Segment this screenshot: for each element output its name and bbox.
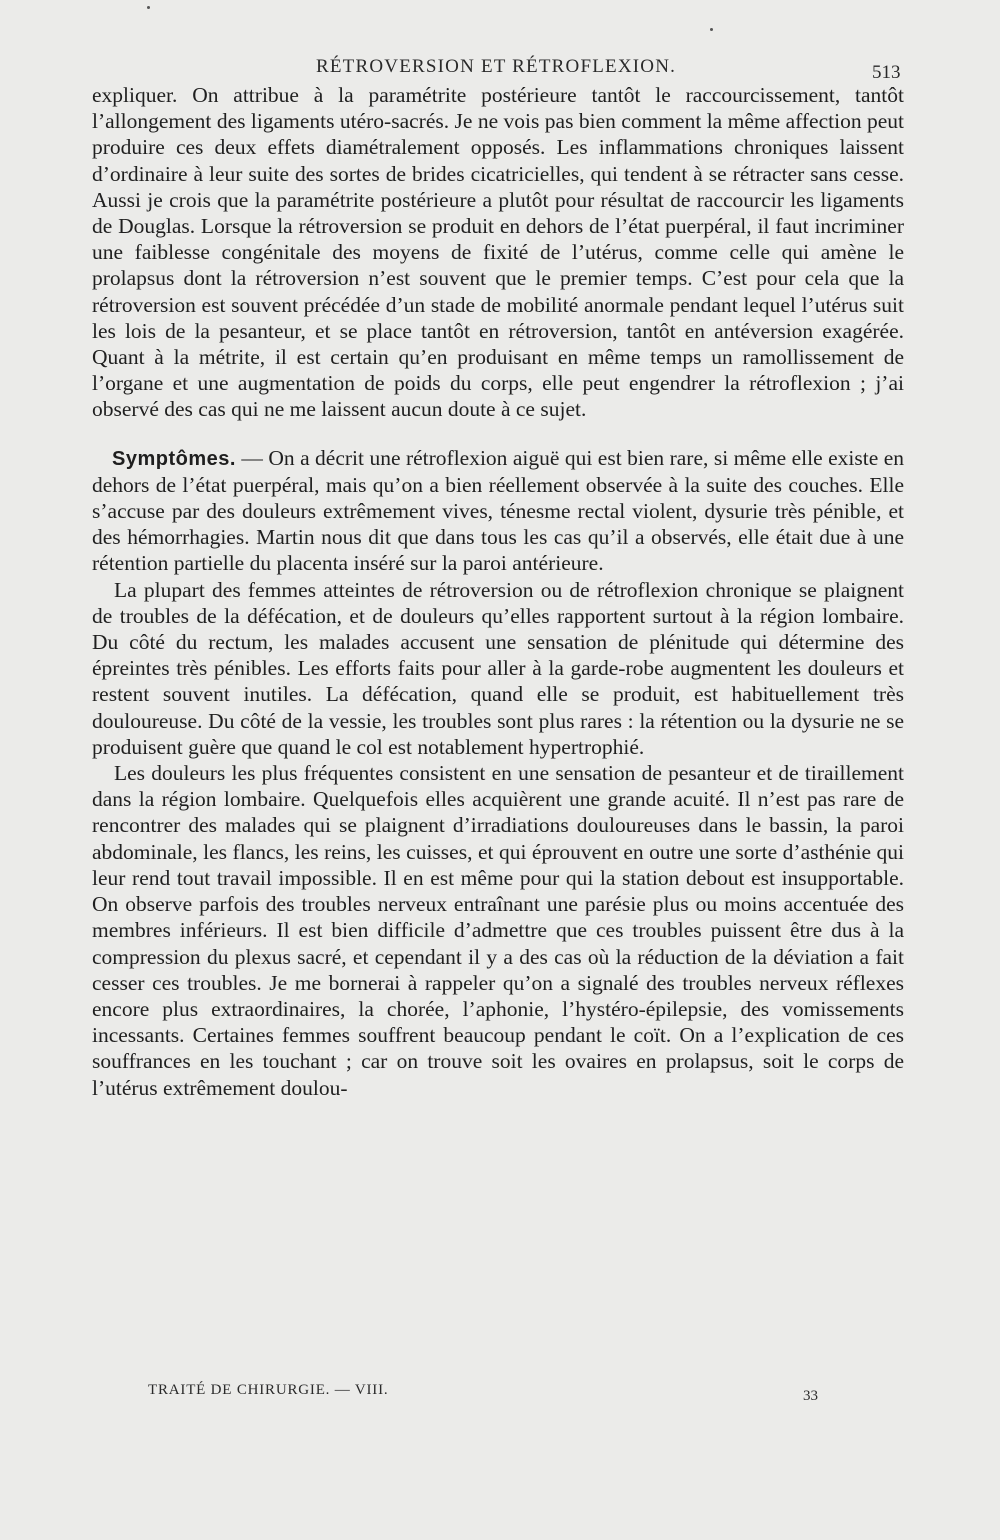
- section-spacer: [92, 423, 904, 445]
- page-number: 513: [872, 62, 901, 83]
- paragraph-symptomes-text: — On a décrit une rétroflexion aiguë qui est bien rare, si même elle existe en dehors de l’état puerpéral, mais qu’on a bien réellement observée à la suite des couches. Elle s’accuse par des douleurs extrêmement vives, ténesme rectal violent, dysurie très pénible, et des hémorrhagies. Martin nous dit que dans tous les cas qu’il a observés, elle était due à une rétention partielle du placenta inséré sur la paroi antérieure.: [92, 445, 904, 576]
- running-header: [0, 54, 1000, 84]
- section-heading-symptomes: Symptômes.: [112, 447, 236, 470]
- paper-speck: [710, 28, 713, 31]
- paper-speck: [147, 6, 150, 9]
- page-footer: [0, 1380, 1000, 1414]
- paragraph-symptomes: [92, 445, 904, 577]
- running-title: RÉTROVERSION ET RÉTROFLEXION.: [316, 56, 677, 77]
- footer-book-title: TRAITÉ DE CHIRURGIE. — VIII.: [148, 1382, 389, 1398]
- paragraph-douleurs: Les douleurs les plus fréquentes consistent en une sensation de pesanteur et de tiraillement dans la région lombaire. Quelquefois elles acquièrent une grande acuité. Il n’est pas rare de rencontrer des malades qui se plaignent d’irradiations douloureuses dans le bassin, la paroi abdominale, les flancs, les reins, les cuisses, et qui éprouvent en outre une sorte d’asthénie qui leur rend tout travail impossible. Il en est même pour qui la station debout est insupportable. On observe parfois des troubles nerveux entraînant une parésie plus ou moins accentuée des membres inférieurs. Il est bien difficile d’admettre que ces troubles puissent être dus à la compression du plexus sacré, et cependant il y a des cas où la réduction de la déviation a fait cesser ces troubles. Je me bornerai à rappeler qu’on a signalé des troubles nerveux réflexes encore plus extraordinaires, la chorée, l’aphonie, l’hystéro-épilepsie, des vomissements incessants. Certaines femmes souffrent beaucoup pendant le coït. On a l’explication de ces souffrances en les touchant ; car on trouve soit les ovaires en prolapsus, soit le corps de l’utérus extrêmement doulou-: [92, 761, 904, 1100]
- paragraph-troubles-defecation: La plupart des femmes atteintes de rétroversion ou de rétroflexion chronique se plaignent de troubles de la défécation, et de douleurs qu’elles rapportent surtout à la région lombaire. Du côté du rectum, les malades accusent une sensation de plénitude qui détermine des épreintes très pénibles. Les efforts faits pour aller à la garde-robe augmentent les douleurs et restent souvent inutiles. La défécation, quand elle se produit, est habituellement très douloureuse. Du côté de la vessie, les troubles sont plus rares : la rétention ou la dysurie ne se produisent guère que quand le col est notablement hypertrophié.: [92, 577, 904, 759]
- body-text: [92, 82, 904, 1101]
- paragraph-continuation: expliquer. On attribue à la paramétrite postérieure tantôt le raccourcissement, tantôt l’allongement des ligaments utéro-sacrés. Je ne vois pas bien comment la même affection peut produire ces deux effets diamétralement opposés. Les inflammations chroniques laissent d’ordinaire à leur suite des sortes de brides cicatricielles, qui tendent à se rétracter sans cesse. Aussi je crois que la paramétrite postérieure a plutôt pour résultat de raccourcir les ligaments de Douglas. Lorsque la rétroversion se produit en dehors de l’état puerpéral, il faut incriminer une faiblesse congénitale des moyens de fixité de l’utérus, comme celle qui amène le prolapsus dont la rétroversion n’est souvent que le premier temps. C’est pour cela que la rétroversion est souvent précédée d’un stade de mobilité anormale pendant lequel l’utérus suit les lois de la pesanteur, et se place tantôt en rétroversion, tantôt en antéversion exagérée. Quant à la métrite, il est certain qu’en produisant en même temps un ramollissement de l’organe et une augmentation de poids du corps, elle peut engendrer la rétroflexion ; j’ai observé des cas qui ne me laissent aucun doute à ce sujet.: [92, 83, 904, 422]
- signature-mark: 33: [803, 1388, 818, 1404]
